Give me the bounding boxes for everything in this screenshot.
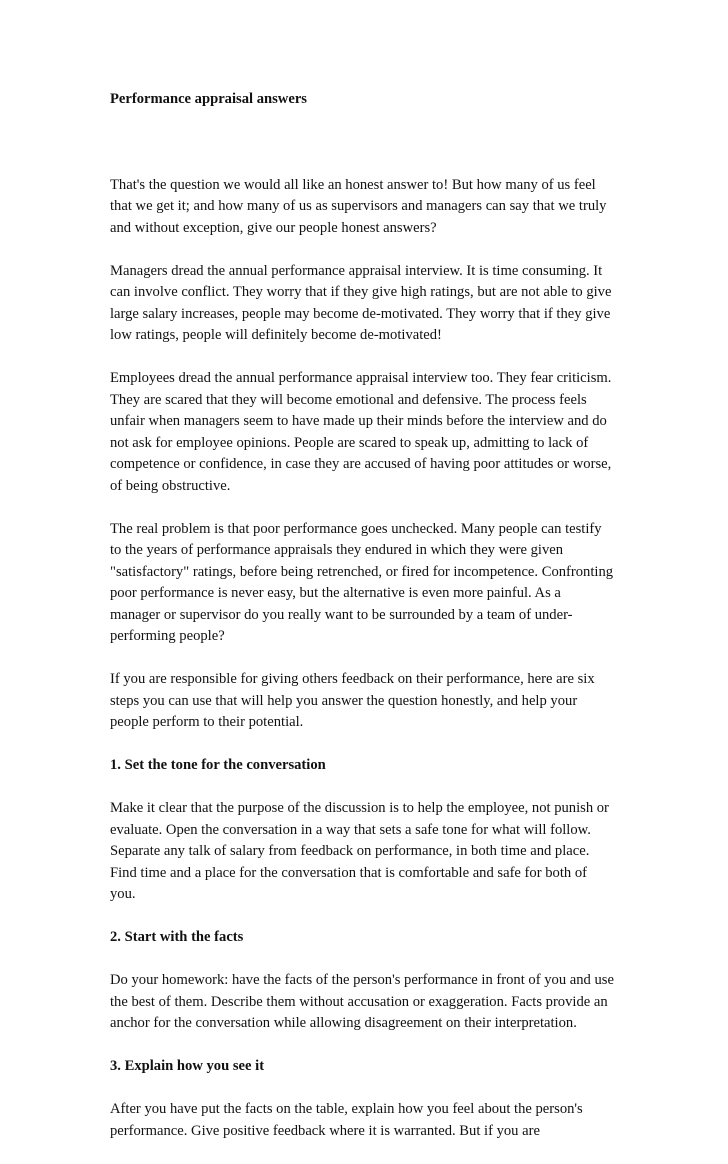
paragraph-line: to the years of performance appraisals they endured in which they were given — [110, 542, 564, 558]
paragraph-line: competence or confidence, in case they are accused of having poor attitudes or worse, — [110, 456, 612, 472]
paragraph-line: the best of them. Describe them without accusation or exaggeration. Facts provide an — [110, 993, 608, 1010]
section-heading-start-facts: 2. Start with the facts — [110, 929, 244, 945]
paragraph-line: steps you can use that will help you answer the question honestly, and help your — [110, 692, 578, 709]
paragraph-managers — [110, 261, 630, 347]
paragraph-line: anchor for the conversation while allowing disagreement on their interpretation. — [110, 1015, 577, 1031]
paragraph-line: performing people? — [110, 628, 225, 644]
paragraph-line: unfair when managers seem to have made up their minds before the interview and do — [110, 413, 607, 429]
paragraph-line: low ratings, people will definitely become de-motivated! — [110, 327, 442, 343]
paragraph-line: and without exception, give our people honest answers? — [110, 219, 437, 236]
document-title: Performance appraisal answers — [110, 91, 307, 107]
paragraph-line: That's the question we would all like an honest answer to! But how many of us feel — [110, 176, 596, 193]
paragraph-line: Find time and a place for the conversation that is comfortable and safe for both of — [110, 864, 587, 881]
section-heading-set-tone: 1. Set the tone for the conversation — [110, 757, 326, 773]
paragraph-line: Make it clear that the purpose of the discussion is to help the employee, not punish or — [110, 800, 609, 816]
paragraph-line: evaluate. Open the conversation in a way that sets a safe tone for what will follow. — [110, 821, 591, 838]
document-body — [110, 89, 630, 1164]
paragraph-line: Do your homework: have the facts of the person's performance in front of you and use — [110, 972, 614, 988]
paragraph-line: not ask for employee opinions. People are scared to speak up, admitting to lack of — [110, 434, 589, 451]
paragraph-line: can involve conflict. They worry that if they give high ratings, but are not able to give — [110, 284, 612, 300]
section-body-set-tone — [110, 798, 630, 906]
section-body-start-facts — [110, 970, 630, 1035]
paragraph-six-steps — [110, 669, 630, 734]
paragraph-line: large salary increases, people may become de-motivated. They worry that if they give — [110, 305, 611, 322]
paragraph-line: "satisfactory" ratings, before being retrenched, or fired for incompetence. Confronting — [110, 563, 614, 580]
paragraph-line: manager or supervisor do you really want to be surrounded by a team of under- — [110, 606, 573, 623]
paragraph-intro — [110, 175, 630, 240]
paragraph-employees — [110, 368, 630, 497]
paragraph-line: Separate any talk of salary from feedback on performance, in both time and place. — [110, 843, 590, 859]
paragraph-line: you. — [110, 886, 136, 902]
paragraph-line: They are scared that they will become emotional and defensive. The process feels — [110, 391, 587, 408]
paragraph-line: If you are responsible for giving others feedback on their performance, here are six — [110, 671, 595, 687]
paragraph-line: performance. Give positive feedback where it is warranted. But if you are — [110, 1122, 540, 1139]
paragraph-line: After you have put the facts on the table, explain how you feel about the person's — [110, 1101, 583, 1117]
section-body-explain — [110, 1099, 630, 1142]
paragraph-line: poor performance is never easy, but the alternative is even more painful. As a — [110, 585, 561, 601]
paragraph-line: that we get it; and how many of us as supervisors and managers can say that we truly — [110, 198, 607, 214]
paragraph-real-problem — [110, 519, 630, 648]
paragraph-line: Managers dread the annual performance appraisal interview. It is time consuming. It — [110, 262, 603, 279]
paragraph-line: The real problem is that poor performance goes unchecked. Many people can testify — [110, 520, 602, 537]
paragraph-line: of being obstructive. — [110, 477, 231, 494]
paragraph-line: Employees dread the annual performance appraisal interview too. They fear criticism. — [110, 370, 612, 386]
section-heading-explain: 3. Explain how you see it — [110, 1058, 265, 1074]
paragraph-line: people perform to their potential. — [110, 714, 304, 730]
